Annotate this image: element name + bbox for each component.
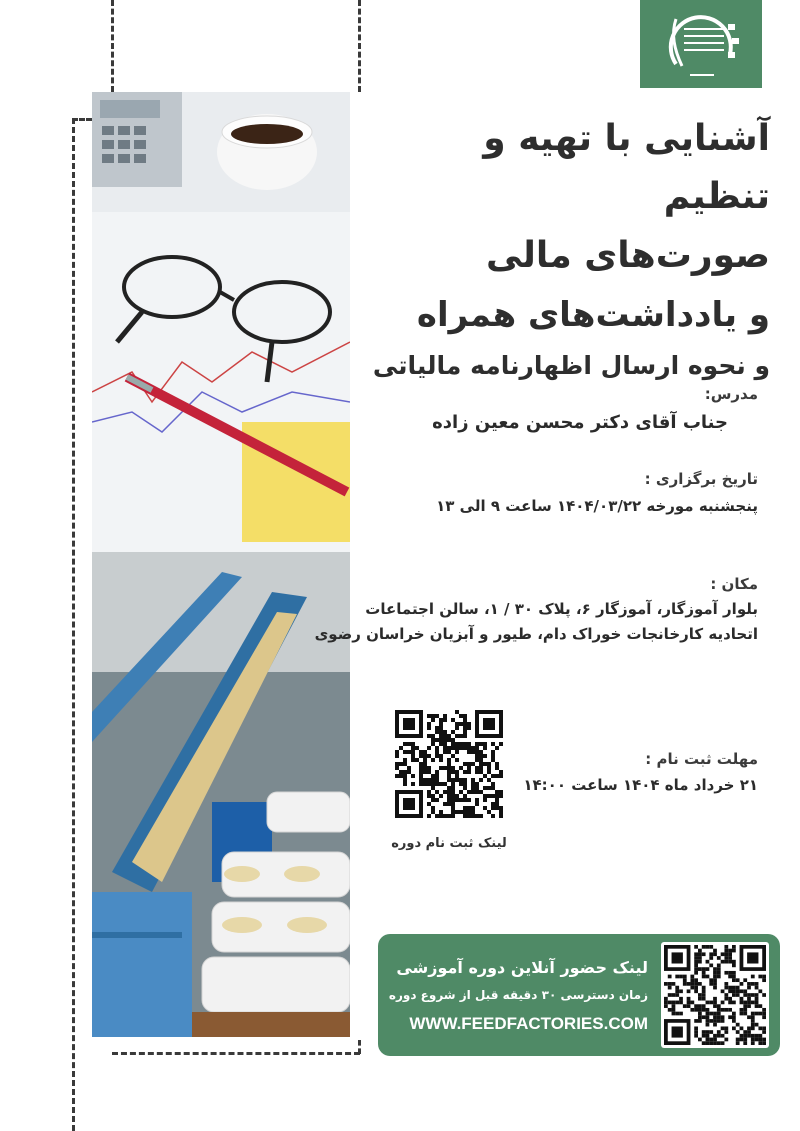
hero-photo [92,92,350,1037]
instructor-name: جناب آقای دکتر محسن معین زاده [432,412,728,433]
logo-emblem [646,4,756,84]
online-qr-code[interactable] [661,942,769,1048]
deadline-value: ۲۱ خرداد ماه ۱۴۰۴ ساعت ۱۴:۰۰ [523,776,758,794]
registration-qr-code[interactable] [395,710,503,818]
website-link[interactable]: WWW.FEEDFACTORIES.COM [409,1014,648,1033]
dashed-line-right-lower [358,1040,361,1054]
date-label: تاریخ برگزاری : [644,470,758,488]
registration-qr-caption: لینک ثبت نام دوره [391,836,507,851]
online-link-title: لینک حضور آنلاین دوره آموزشی [396,958,648,977]
organization-logo [640,0,762,88]
dashed-line-top-left [72,118,92,121]
dashed-line-top [111,0,114,92]
date-value: پنجشنبه مورخه ۱۴۰۴/۰۳/۲۲ ساعت ۹ الی ۱۳ [436,497,758,515]
deadline-label: مهلت ثبت نام : [645,750,758,768]
qr-code-image [664,945,766,1045]
location-label: مکان : [710,575,758,593]
dashed-line-left [72,118,75,1131]
online-access-banner [378,934,780,1056]
instructor-label: مدرس: [704,385,758,403]
course-title [370,110,770,388]
location-line-2: اتحادیه کارخانجات خوراک دام، طیور و آبزیان خراسان رضوی [314,625,758,643]
title-line-3: و یادداشت‌های همراه [416,295,770,335]
dashed-line-bottom [112,1052,360,1055]
qr-code-image [395,710,503,818]
location-line-1: بلوار آموزگار، آموزگار ۶، پلاک ۳۰ / ۱، سالن اجتماعات [365,600,758,618]
access-time-note: زمان دسترسی ۳۰ دقیقه قبل از شروع دوره [388,988,648,1002]
title-line-2: صورت‌های مالی [485,235,770,276]
title-line-4: و نحوه ارسال اظهارنامه مالیاتی [372,351,770,380]
title-line-1: آشنایی با تهیه و تنظیم [483,118,770,217]
dashed-line-right-upper [358,0,361,92]
